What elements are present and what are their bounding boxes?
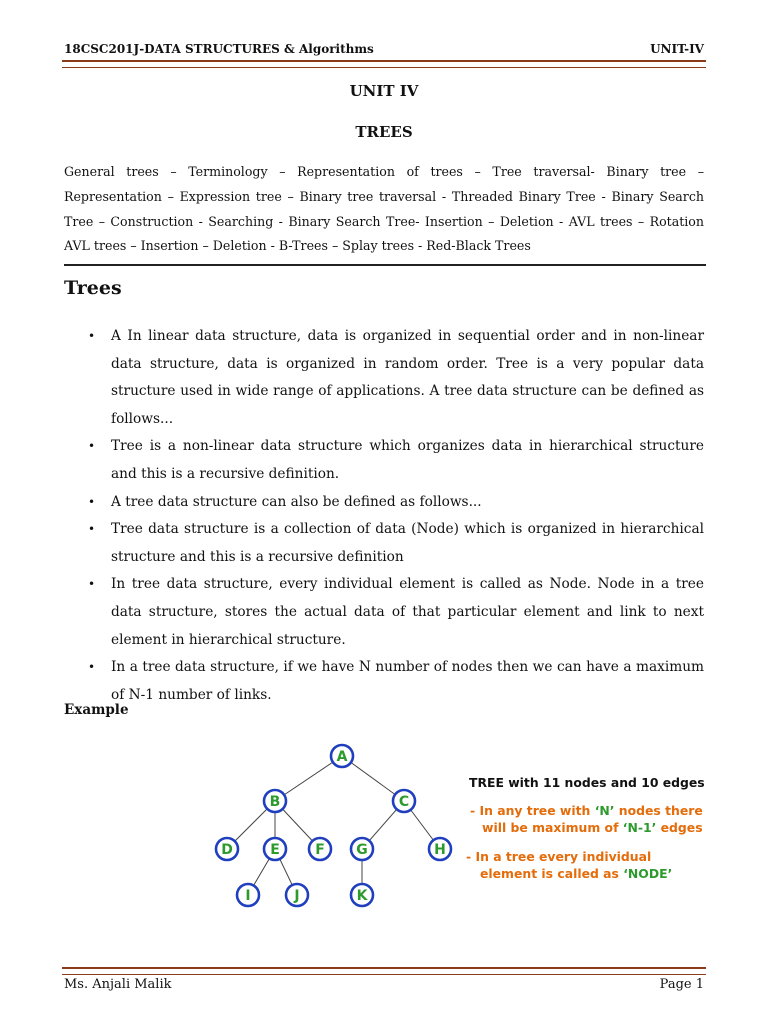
tree-node-label-g: G: [356, 842, 368, 858]
bullet-icon: •: [88, 577, 96, 592]
tree-node-label-d: D: [221, 842, 233, 858]
author-name: Ms. Anjali Malik: [64, 977, 172, 992]
tree-node-label-e: E: [270, 842, 280, 858]
tree-node-label-k: K: [356, 888, 368, 904]
list-item: [88, 433, 704, 488]
tree-node-label-c: C: [398, 794, 410, 810]
bullet-icon: •: [88, 494, 96, 509]
tree-node-label-j: J: [294, 888, 300, 904]
bullet-text: In a tree data structure, if we have N number of nodes then we can have a maximum of N-1 number of links.: [111, 659, 704, 703]
tree-node-label-a: A: [336, 749, 348, 765]
bullet-icon: •: [88, 522, 96, 537]
bullet-text: In tree data structure, every individual element is called as Node. Node in a tree data structure, stores the actual data of that particular element and link to next element in hierarchical structure.: [111, 576, 704, 648]
page-number: Page 1: [659, 977, 704, 992]
bullet-icon: •: [88, 439, 96, 454]
list-item: [88, 571, 704, 654]
header-divider: [62, 60, 706, 68]
bullet-icon: •: [88, 329, 96, 343]
bullet-text: A tree data structure can also be defined as follows...: [111, 493, 482, 510]
tree-node-label-b: B: [269, 794, 281, 810]
list-item: [88, 654, 704, 709]
bullet-text: A In linear data structure, data is organized in sequential order and in non-linear data structure, data is organized in random order. Tree is a very popular data structure used in wide range of applications. A tree data structure can be defined as follows...: [111, 328, 704, 427]
note-highlight: ‘N’: [594, 803, 615, 818]
note-highlight: ‘NODE’: [623, 866, 673, 881]
bullet-list: [88, 323, 704, 709]
bullet-text: Tree is a non-linear data structure which organizes data in hierarchical structure and this is a recursive definition.: [111, 438, 704, 482]
list-item: [88, 516, 704, 571]
list-item: [88, 489, 704, 517]
note-node-definition: [466, 848, 672, 882]
note-text: nodes there: [614, 803, 703, 818]
tree-diagram: [200, 735, 460, 915]
list-item: [88, 323, 704, 433]
unit-title: UNIT IV: [349, 82, 419, 100]
example-label: Example: [64, 702, 129, 718]
footer-divider: [62, 967, 706, 975]
note-text: - In any tree with: [470, 803, 595, 818]
note-text: edges: [656, 820, 703, 835]
note-highlight: ‘N-1’: [622, 820, 657, 835]
diagram-caption: TREE with 11 nodes and 10 edges: [469, 775, 705, 790]
bullet-text: Tree data structure is a collection of data (Node) which is organized in hierarchical structure and this is a recursive definition: [111, 521, 704, 565]
tree-node-label-i: I: [245, 888, 251, 904]
topic-title: TREES: [355, 123, 413, 141]
note-text: - In a tree every individual: [466, 849, 652, 864]
section-divider: [64, 264, 706, 266]
bullet-icon: •: [88, 660, 96, 675]
note-text: element is called as: [480, 866, 624, 881]
unit-label: UNIT-IV: [650, 42, 704, 56]
page-footer: [64, 977, 704, 992]
section-heading: Trees: [64, 277, 122, 299]
course-title: 18CSC201J-DATA STRUCTURES & Algorithms: [64, 42, 374, 56]
page-header: [64, 42, 704, 56]
note-text: will be maximum of: [482, 820, 623, 835]
tree-node-label-h: H: [434, 842, 446, 858]
note-max-edges: [470, 802, 703, 836]
tree-node-label-f: F: [315, 842, 325, 858]
syllabus-paragraph: General trees – Terminology – Representation of trees – Tree traversal- Binary tree – Representation – Expression tree – Binary tree traversal - Threaded Binary Tree - Binary Search Tree – Construction - Searching - Binary Search Tree- Insertion – Deletion - AVL trees – Rotation AVL trees – Insertion – Deletion - B-Trees – Splay trees - Red-Black Trees: [64, 164, 704, 254]
